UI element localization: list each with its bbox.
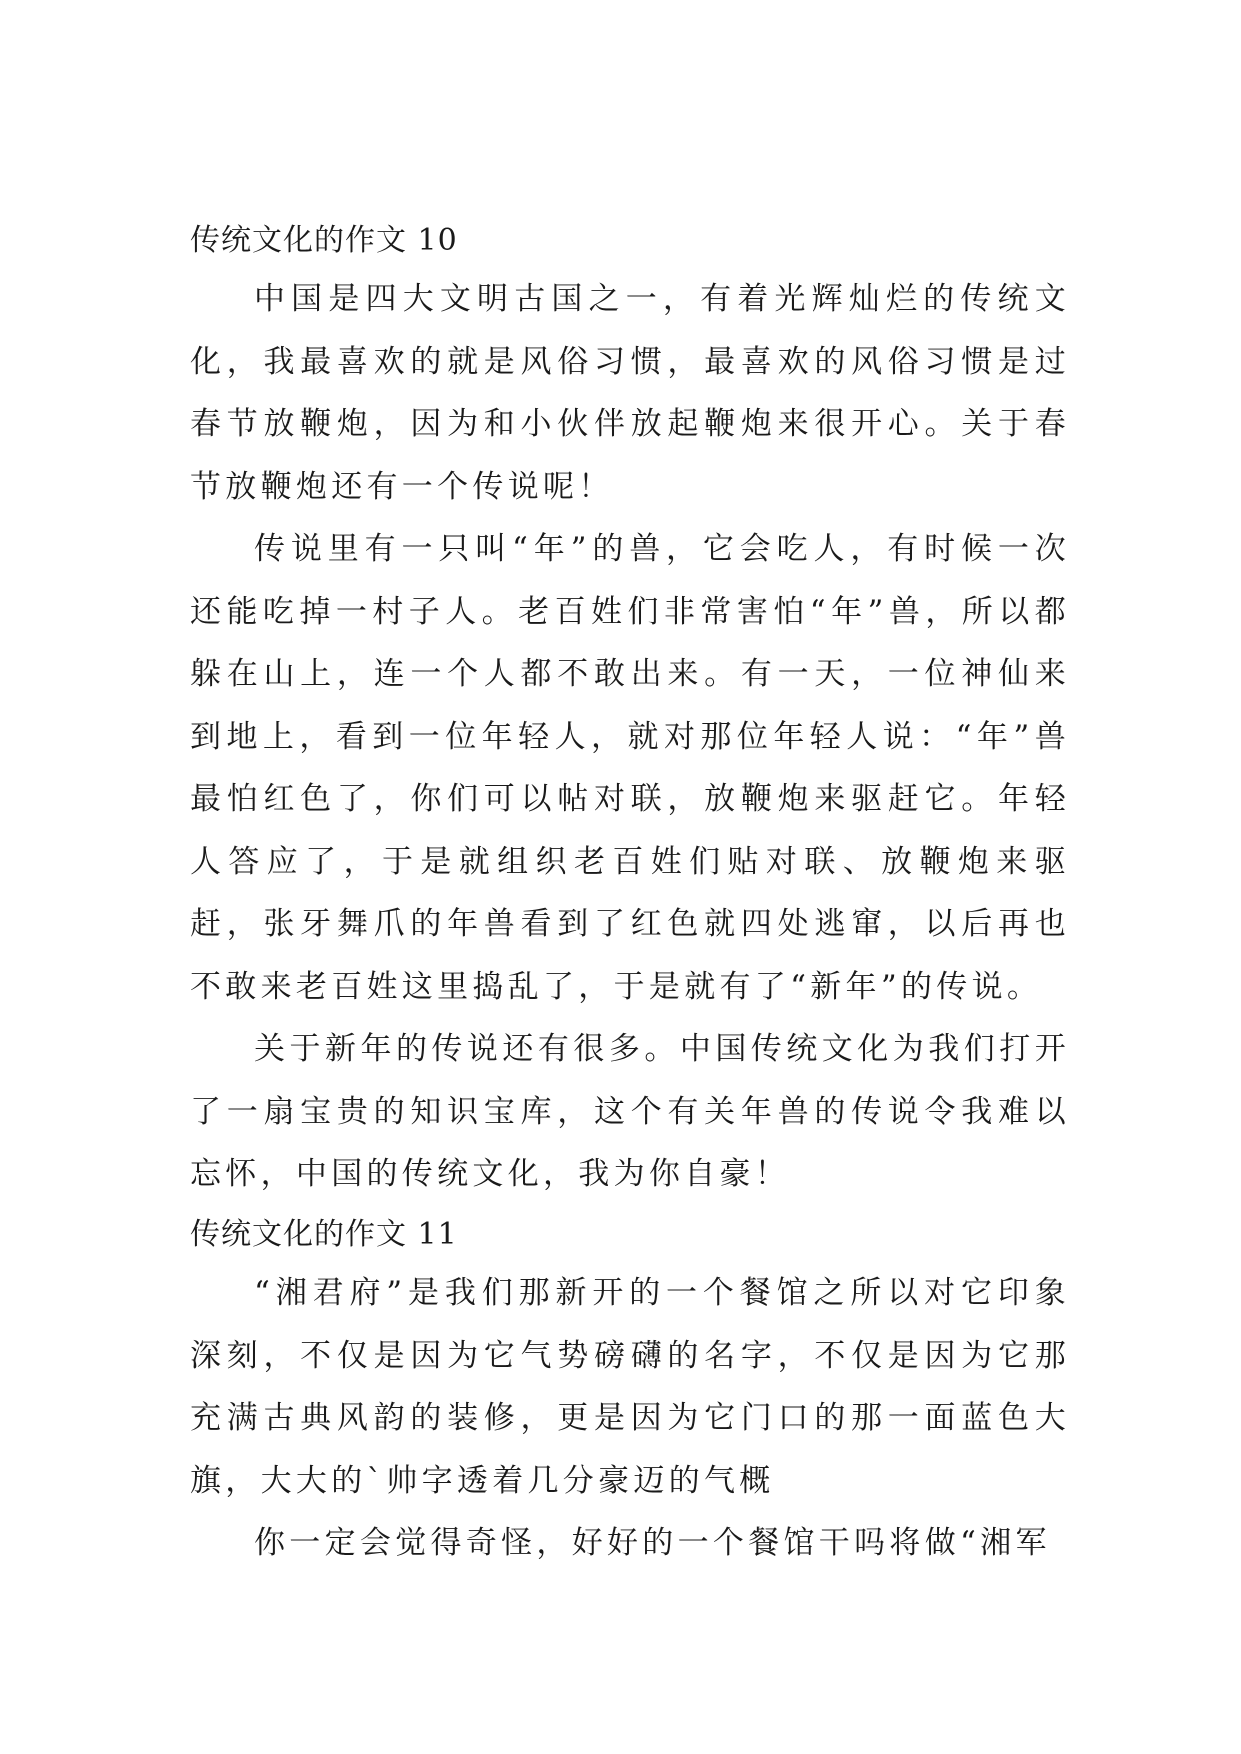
- paragraph: 你一定会觉得奇怪，好好的一个餐馆干吗将做“湘军: [254, 1525, 1051, 1561]
- essay-section: [190, 1208, 1070, 1575]
- essay-section: [190, 214, 1070, 1206]
- paragraph: 关于新年的传说还有很多。中国传统文化为我们打开了一扇宝贵的知识宝库，这个有关年兽的传说令我难以忘怀，中国的传统文化，我为你自豪！: [190, 1031, 1070, 1192]
- paragraph: “湘君府”是我们那新开的一个餐馆之所以对它印象深刻，不仅是因为它气势磅礴的名字，不仅是因为它那充满古典风韵的装修，更是因为它门口的那一面蓝色大旗，大大的`帅字透着几分豪迈的气概: [190, 1275, 1071, 1499]
- paragraph: 中国是四大文明古国之一，有着光辉灿烂的传统文化，我最喜欢的就是风俗习惯，最喜欢的风俗习惯是过春节放鞭炮，因为和小伙伴放起鞭炮来很开心。关于春节放鞭炮还有一个传说呢！: [190, 281, 1070, 505]
- essay-title: 传统文化的作文 10: [190, 223, 458, 258]
- essay-title: 传统文化的作文 11: [190, 1217, 458, 1252]
- paragraph: 传说里有一只叫“年”的兽，它会吃人，有时候一次还能吃掉一村子人。老百姓们非常害怕“年”兽，所以都躲在山上，连一个人都不敢出来。有一天，一位神仙来到地上，看到一位年轻人，就对那位年轻人说：“年”兽最怕红色了，你们可以帖对联，放鞭炮来驱赶它。年轻人答应了，于是就组织老百姓们贴对联、放鞭炮来驱赶，张牙舞爪的年兽看到了红色就四处逃窜，以后再也不敢来老百姓这里捣乱了，于是就有了“新年”的传说。: [190, 531, 1070, 1005]
